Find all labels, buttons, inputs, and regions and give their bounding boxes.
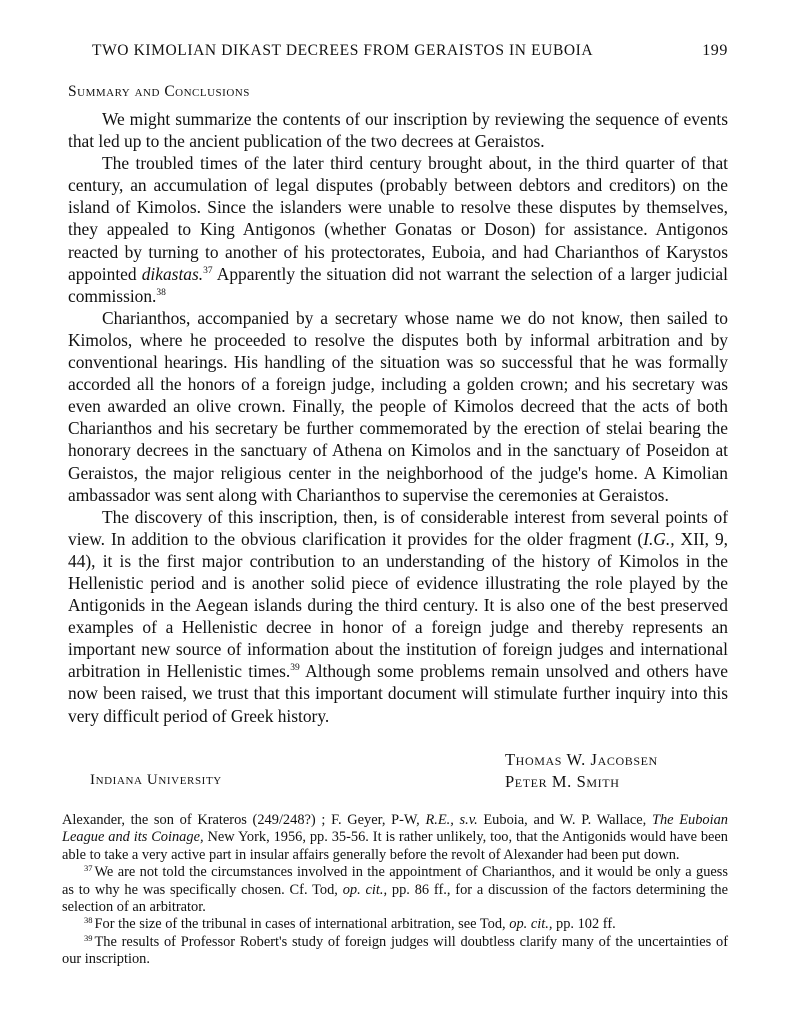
footnote-continuation xyxy=(62,812,728,864)
paragraph-4-text-b: XII, 9, 44), it is the first major contribution to an understanding of the history of Kimolos in the Hellenistic period and is another solid piece of evidence illustrating the role played by the Antigonids in the Aegean islands during the third century. It is also one of the best preserved examples of a Hellenistic decree in honor of a foreign judge and thereby represents an important new source of information about the institution of foreign judges and international arbitration in Hellenistic times. xyxy=(68,528,729,682)
footnote-38-opcit: op. cit., xyxy=(509,916,553,933)
footnote-37-text-b: pp. 86 ff., for a discussion of the factors determining the selection of an arbitrator. xyxy=(62,881,728,916)
running-head-title: TWO KIMOLIAN DIKAST DECREES FROM GERAISTOS IN EUBOIA xyxy=(92,42,594,59)
section-heading: Summary and Conclusions xyxy=(68,83,250,100)
footnote-ref-37[interactable]: 37 xyxy=(203,265,213,276)
footnote-cont-text-b: Euboia, and W. P. Wallace, xyxy=(477,812,652,828)
paragraph-4 xyxy=(68,506,728,727)
paragraph-2 xyxy=(68,152,728,307)
paragraph-2-text-a: The troubled times of the later third century brought about, in the third quarter of that century, an accumulation of legal disputes (probably between debtors and creditors) on the island of Kimolos. Since the islanders were unable to resolve these disputes by themselves, they appealed to King Antigonos (whether Gonatas or Doson) for assistance. Antigonos reacted by turning to another of his protectorates, Euboia, and had Charianthos of Karystos appointed xyxy=(68,153,728,284)
footnote-cont-text-a: Alexander, the son of Krateros (249/248?) ; F. Geyer, P-W, xyxy=(62,812,426,828)
paragraph-3-text: Charianthos, accompanied by a secretary whose name we do not know, then sailed to Kimolos, where he proceeded to resolve the disputes both by informal arbitration and by conventional hearings. His handling of the situation was so successful that he was formally accorded all the honors of a foreign judge, including a golden crown; and his secretary was even awarded an olive crown. Finally, the people of Kimolos decreed that the acts of both Charianthos and his secretary be further commemorated by the erection of stelai bearing the honorary decrees in the sanctuary of Athena on Kimolos and in the sanctuary of Poseidon at Geraistos, the major religious center in the neighborhood of the judge's home. A Kimolian ambassador was sent along with Charianthos to supervise the ceremonies at Geraistos. xyxy=(68,307,728,505)
author-1: Thomas W. Jacobsen xyxy=(505,750,658,769)
footnote-38-mark: 38 xyxy=(84,915,93,926)
footnote-37-opcit: op. cit., xyxy=(342,881,388,898)
footnote-37 xyxy=(62,864,728,916)
paragraph-2-text-b: Apparently the situation did not warrant the selection of a larger judicial commission. xyxy=(68,263,728,306)
footnote-37-text-a: We are not told the circumstances involved in the appointment of Charianthos, and it would be only a guess as to why he was specifically chosen. Cf. Tod, xyxy=(62,864,728,898)
footnote-ref-39[interactable]: 39 xyxy=(290,663,300,674)
footnote-39 xyxy=(62,934,728,969)
footnote-39-mark: 39 xyxy=(84,932,93,943)
body-text xyxy=(68,108,728,727)
footnotes xyxy=(62,812,728,969)
footnote-38 xyxy=(62,916,728,933)
paragraph-4-text-c: Although some problems remain unsolved and others have now been raised, we trust that this important document will stimulate further inquiry into this very difficult period of Greek history. xyxy=(68,661,728,726)
author-2: Peter M. Smith xyxy=(505,772,620,791)
page-number: 199 xyxy=(702,42,728,59)
footnote-cont-book-title: The Euboian League and its Coinage, xyxy=(62,812,729,846)
footnote-cont-re: R.E., s.v. xyxy=(425,812,478,828)
footnote-38-text-a: For the size of the tribunal in cases of international arbitration, see Tod, xyxy=(94,916,510,933)
paragraph-1-text: We might summarize the contents of our inscription by reviewing the sequence of events that led up to the ancient publication of the two decrees at Geraistos. xyxy=(68,109,728,152)
footnote-38-text-b: pp. 102 ff. xyxy=(552,916,616,933)
paragraph-4-italic: I.G., xyxy=(643,528,675,549)
footnote-37-mark: 37 xyxy=(84,863,93,874)
footnote-ref-38[interactable]: 38 xyxy=(156,287,166,298)
affiliation: Indiana University xyxy=(90,772,222,788)
footnote-39-text: The results of Professor Robert's study of foreign judges will doubtless clarify many of the uncertainties of our inscription. xyxy=(62,933,728,968)
paragraph-2-italic: dikastas. xyxy=(141,263,204,284)
signature-block xyxy=(68,750,728,794)
footnote-cont-text-c: New York, 1956, pp. 35-56. It is rather unlikely, too, that the Antigonids would have been able to take a very active part in insular affairs generally before the revolt of Alexander had been put down. xyxy=(62,829,729,863)
paragraph-4-text-a: The discovery of this inscription, then, is of considerable interest from several points of view. In addition to the obvious clarification it provides for the older fragment ( xyxy=(68,506,728,549)
paragraph-1 xyxy=(68,108,728,152)
paragraph-3 xyxy=(68,307,728,506)
